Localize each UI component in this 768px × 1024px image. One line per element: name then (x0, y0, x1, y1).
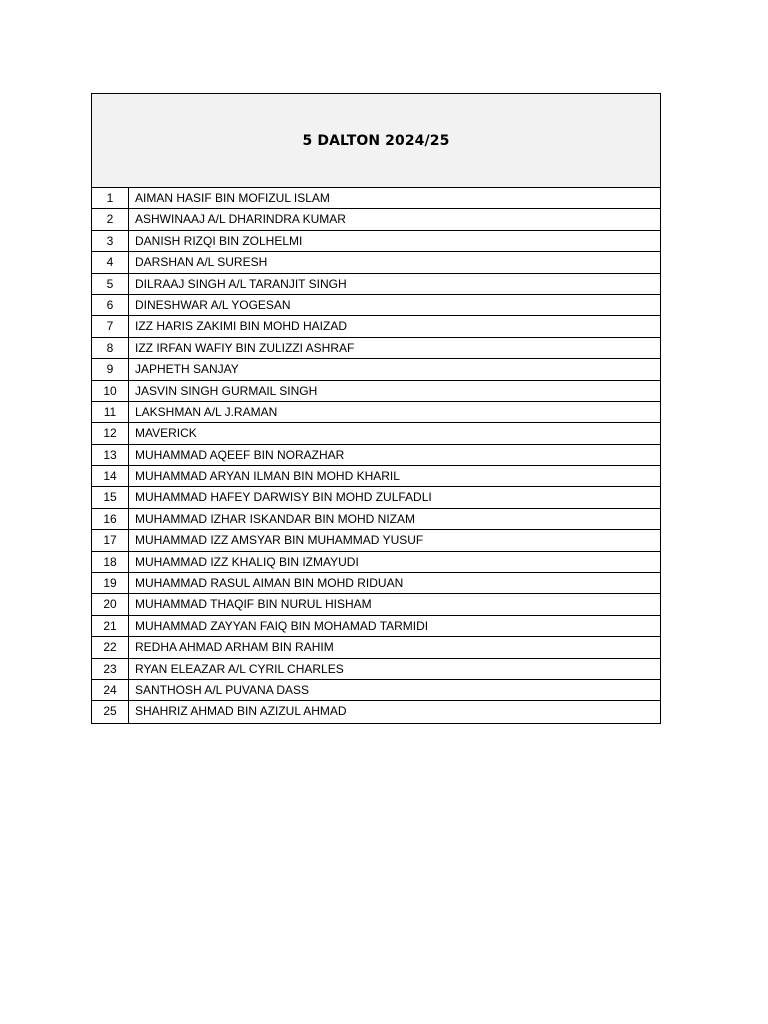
student-name: MUHAMMAD HAFEY DARWISY BIN MOHD ZULFADLI (135, 490, 432, 505)
row-number: 25 (92, 701, 129, 722)
row-number: 23 (92, 659, 129, 679)
student-name: MUHAMMAD ZAYYAN FAIQ BIN MOHAMAD TARMIDI (135, 618, 429, 633)
student-name: IZZ IRFAN WAFIY BIN ZULIZZI ASHRAF (135, 340, 355, 355)
table-row (92, 616, 660, 637)
title-header (92, 94, 660, 188)
student-name: MUHAMMAD RASUL AIMAN BIN MOHD RIDUAN (135, 576, 404, 591)
row-number: 3 (92, 231, 129, 251)
table-row (92, 231, 660, 252)
table-row (92, 381, 660, 402)
table-row (92, 509, 660, 530)
row-number: 7 (92, 316, 129, 336)
row-number: 1 (92, 188, 129, 208)
student-name: MUHAMMAD THAQIF BIN NURUL HISHAM (135, 597, 372, 612)
row-number: 20 (92, 594, 129, 614)
table-row (92, 573, 660, 594)
row-number: 16 (92, 509, 129, 529)
row-number: 18 (92, 552, 129, 572)
student-name: MUHAMMAD AQEEF BIN NORAZHAR (135, 447, 345, 462)
student-name: MUHAMMAD IZHAR ISKANDAR BIN MOHD NIZAM (135, 511, 416, 526)
table-row (92, 402, 660, 423)
class-list-table (91, 93, 661, 724)
student-name: IZZ HARIS ZAKIMI BIN MOHD HAIZAD (135, 319, 348, 334)
student-name: JAPHETH SANJAY (135, 362, 239, 377)
row-number: 9 (92, 359, 129, 379)
table-row (92, 594, 660, 615)
table-row (92, 530, 660, 551)
table-row (92, 295, 660, 316)
student-name: REDHA AHMAD ARHAM BIN RAHIM (135, 640, 334, 655)
row-number: 14 (92, 466, 129, 486)
row-number: 4 (92, 252, 129, 272)
student-name: JASVIN SINGH GURMAIL SINGH (135, 383, 318, 398)
row-number: 2 (92, 209, 129, 229)
row-number: 5 (92, 274, 129, 294)
table-row (92, 680, 660, 701)
row-number: 15 (92, 487, 129, 507)
row-number: 10 (92, 381, 129, 401)
student-name: DINESHWAR A/L YOGESAN (135, 297, 291, 312)
student-name: DANISH RIZQI BIN ZOLHELMI (135, 233, 303, 248)
student-name: MUHAMMAD ARYAN ILMAN BIN MOHD KHARIL (135, 469, 400, 484)
table-row (92, 637, 660, 658)
student-name: SANTHOSH A/L PUVANA DASS (135, 682, 310, 697)
student-name: RYAN ELEAZAR A/L CYRIL CHARLES (135, 661, 344, 676)
row-number: 17 (92, 530, 129, 550)
row-number: 6 (92, 295, 129, 315)
row-number: 21 (92, 616, 129, 636)
table-row (92, 423, 660, 444)
student-name: MUHAMMAD IZZ KHALIQ BIN IZMAYUDI (135, 554, 359, 569)
row-number: 24 (92, 680, 129, 700)
table-row (92, 252, 660, 273)
student-name: DARSHAN A/L SURESH (135, 255, 268, 270)
student-name: MUHAMMAD IZZ AMSYAR BIN MUHAMMAD YUSUF (135, 533, 424, 548)
student-name: DILRAAJ SINGH A/L TARANJIT SINGH (135, 276, 347, 291)
table-row (92, 552, 660, 573)
table-row (92, 338, 660, 359)
table-row (92, 209, 660, 230)
table-row (92, 466, 660, 487)
student-name: LAKSHMAN A/L J.RAMAN (135, 404, 278, 419)
row-number: 13 (92, 445, 129, 465)
student-name: ASHWINAAJ A/L DHARINDRA KUMAR (135, 212, 346, 227)
row-number: 12 (92, 423, 129, 443)
row-number: 22 (92, 637, 129, 657)
table-row (92, 316, 660, 337)
row-number: 19 (92, 573, 129, 593)
table-row (92, 359, 660, 380)
student-name: MAVERICK (135, 426, 197, 441)
table-row (92, 659, 660, 680)
table-row (92, 487, 660, 508)
row-number: 11 (92, 402, 129, 422)
table-row (92, 188, 660, 209)
row-number: 8 (92, 338, 129, 358)
page-title: 5 DALTON 2024/25 (302, 132, 450, 149)
student-rows (92, 188, 660, 723)
table-row (92, 445, 660, 466)
table-row (92, 274, 660, 295)
student-name: SHAHRIZ AHMAD BIN AZIZUL AHMAD (135, 704, 347, 719)
table-row (92, 701, 660, 722)
student-name: AIMAN HASIF BIN MOFIZUL ISLAM (135, 191, 330, 205)
